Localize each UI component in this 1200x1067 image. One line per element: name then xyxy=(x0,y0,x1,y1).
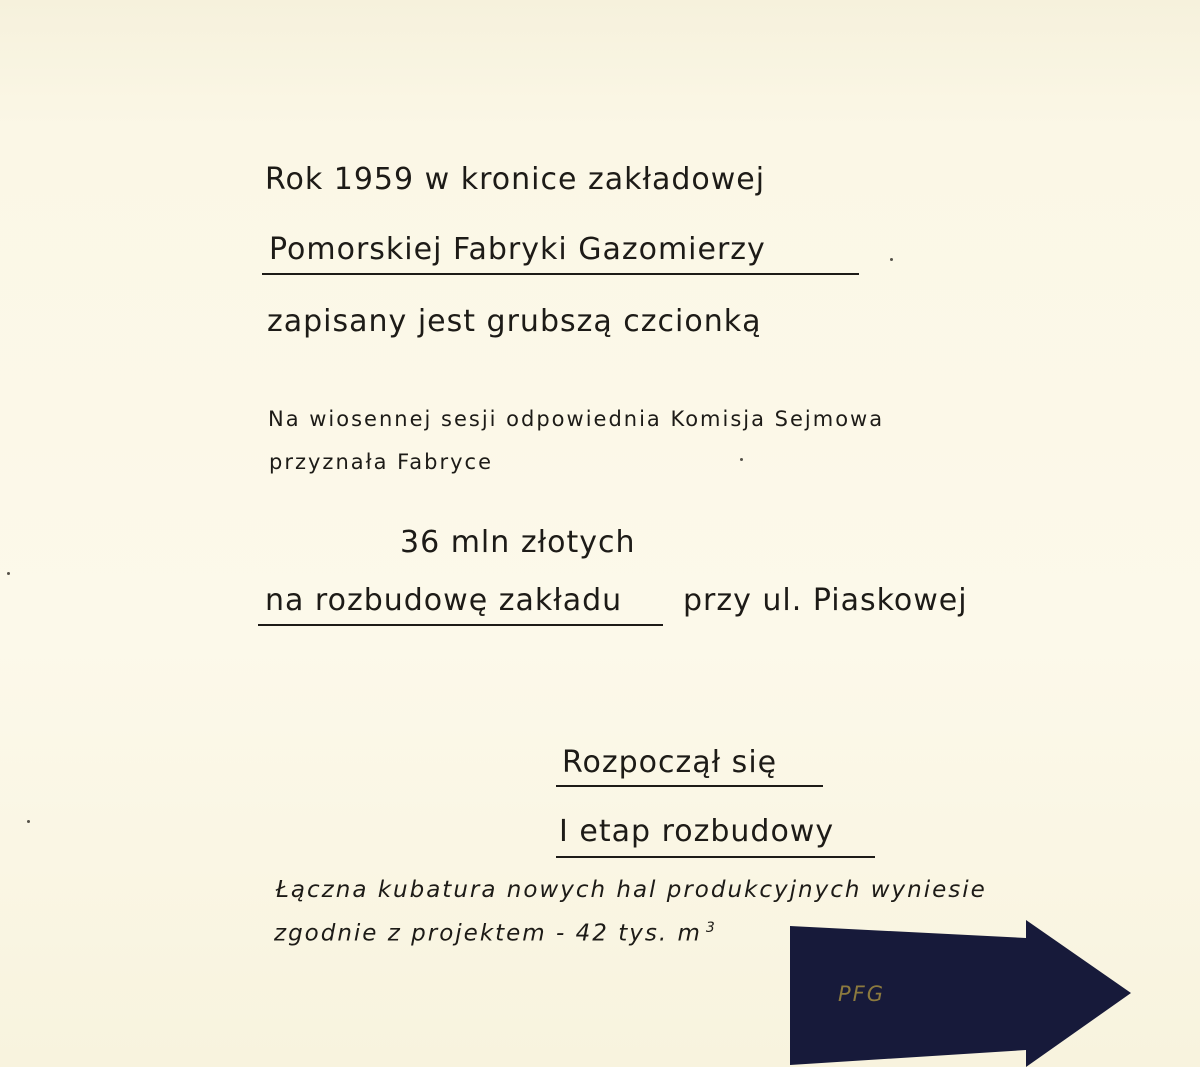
stage-line-1: Rozpoczął się xyxy=(562,745,778,780)
grant-purpose-underline xyxy=(258,624,663,626)
session-line-2: przyznała Fabryce xyxy=(269,450,494,474)
paper-speck xyxy=(740,458,743,461)
paper-speck xyxy=(27,820,30,823)
grant-location: przy ul. Piaskowej xyxy=(683,583,968,618)
stage-line-1-underline xyxy=(556,785,823,787)
grant-purpose: na rozbudowę zakładu xyxy=(265,583,623,618)
paper-speck xyxy=(7,572,10,575)
session-line-1: Na wiosennej sesji odpowiednia Komisja Sejmowa xyxy=(268,407,885,431)
heading-line-2: Pomorskiej Fabryki Gazomierzy xyxy=(269,232,766,267)
grant-amount: 36 mln złotych xyxy=(400,525,636,560)
volume-line-2 xyxy=(274,920,717,947)
arrow-label: PFG xyxy=(838,982,886,1006)
volume-line-2-text: zgodnie z projektem - 42 tys. m xyxy=(274,920,702,947)
stage-line-2-underline xyxy=(556,856,875,858)
stage-line-2: I etap rozbudowy xyxy=(559,814,835,849)
heading-line-2-underline xyxy=(262,273,859,275)
paper-speck xyxy=(890,258,893,261)
volume-unit-exponent: 3 xyxy=(705,920,717,936)
heading-line-1: Rok 1959 w kronice zakładowej xyxy=(265,162,766,197)
volume-line-1: Łączna kubatura nowych hal produkcyjnych wyniesie xyxy=(276,877,987,903)
heading-line-3: zapisany jest grubszą czcionką xyxy=(267,304,762,339)
